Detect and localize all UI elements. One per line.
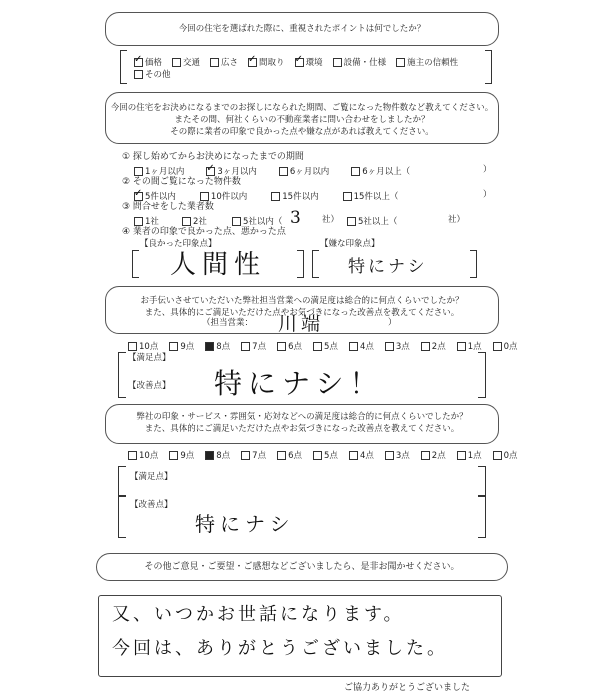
checkbox[interactable] bbox=[134, 217, 143, 226]
q4-score[interactable]: 4点 bbox=[349, 449, 374, 461]
q2-banner bbox=[105, 92, 499, 144]
q4-improve-bracket-left bbox=[118, 496, 126, 538]
q4-score[interactable]: 3点 bbox=[385, 449, 410, 461]
checkbox[interactable] bbox=[457, 451, 466, 460]
checkbox[interactable] bbox=[385, 451, 394, 460]
q2-sub1-label: ① 探し始めてからお決めになったまでの期間 bbox=[122, 152, 304, 162]
q3-score[interactable]: 0点 bbox=[493, 340, 518, 352]
q2-sub3-count-handwritten: 3 bbox=[290, 208, 301, 228]
q2-sub2-label: ② その間ご覧になった物件数 bbox=[122, 177, 241, 187]
q2-sub3-options bbox=[134, 215, 290, 227]
q1-option[interactable]: ✓ 価格 bbox=[134, 56, 162, 68]
q1-option[interactable]: ✓ 環境 bbox=[295, 56, 323, 68]
checkbox[interactable] bbox=[313, 451, 322, 460]
q4-score[interactable]: 10点 bbox=[128, 449, 158, 461]
checkbox[interactable] bbox=[134, 70, 143, 79]
checkbox[interactable] bbox=[493, 451, 502, 460]
q2-sub1-close: ） bbox=[483, 165, 492, 175]
q2-sub3-label: ③ 問合せをした業者数 bbox=[122, 202, 214, 212]
checkbox[interactable] bbox=[200, 192, 209, 201]
checkbox[interactable] bbox=[421, 342, 430, 351]
q3-satisfied-label: 【満足点】 bbox=[128, 353, 171, 363]
q5-handwritten-line1: 又、いつかお世話になります。 bbox=[112, 604, 405, 625]
q3-score[interactable]: 9点 bbox=[169, 340, 194, 352]
q2-sub3-option4-row bbox=[347, 215, 397, 227]
q3-improve-handwritten: 特にナシ！ bbox=[214, 367, 384, 400]
checkbox[interactable] bbox=[351, 167, 360, 176]
checkbox[interactable] bbox=[349, 342, 358, 351]
checkbox[interactable] bbox=[347, 217, 356, 226]
q3-score[interactable]: 1点 bbox=[457, 340, 482, 352]
q5-handwritten-line2: 今回は、ありがとうございました。 bbox=[112, 638, 448, 659]
q2-sub3-option[interactable]: 5社以内（ bbox=[232, 215, 290, 227]
checkbox[interactable] bbox=[210, 58, 219, 67]
q2-sub2-close: ） bbox=[483, 190, 492, 200]
q3-line1: お手伝いさせていただいた弊社担当営業への満足度は総合的に何点くらいでしたか？ bbox=[140, 296, 464, 306]
q2-bad-bracket-right bbox=[470, 250, 477, 278]
checkbox[interactable] bbox=[134, 167, 143, 176]
q2-sub3-sha1: 社） bbox=[322, 215, 340, 225]
q2-bad-bracket-left bbox=[312, 250, 319, 278]
q4-improve-bracket-right bbox=[478, 496, 486, 538]
q3-score[interactable]: 8点 bbox=[205, 340, 230, 352]
checkbox[interactable] bbox=[241, 451, 250, 460]
checkbox[interactable] bbox=[128, 451, 137, 460]
checkbox[interactable] bbox=[396, 58, 405, 67]
checkbox-filled[interactable] bbox=[205, 342, 214, 351]
q1-option[interactable]: 広さ bbox=[210, 56, 238, 68]
q2-line3: その際に業者の印象で良かった点や嫌な点があれば教えてください。 bbox=[170, 127, 434, 137]
q2-sub4-label: ④ 業者の印象で良かった点、悪かった点 bbox=[122, 227, 286, 237]
q4-score[interactable]: 5点 bbox=[313, 449, 338, 461]
q3-score[interactable]: 4点 bbox=[349, 340, 374, 352]
q2-sub2-options bbox=[134, 190, 398, 202]
checkbox[interactable] bbox=[313, 342, 322, 351]
checkbox-checked[interactable] bbox=[248, 58, 257, 67]
q2-sub2-option[interactable]: ✓ 5件以内 bbox=[134, 190, 176, 202]
q2-sub3-option[interactable]: 5社以上（ bbox=[347, 215, 397, 227]
q2-sub1-options bbox=[134, 165, 410, 177]
q2-sub1-option[interactable]: 6ヶ月以上（ bbox=[351, 165, 410, 177]
checkbox[interactable] bbox=[277, 451, 286, 460]
q4-score[interactable]: 7点 bbox=[241, 449, 266, 461]
q2-line2: またその間、何社くらいの不動産業者に問い合わせをしましたか？ bbox=[174, 115, 430, 125]
footer-thanks: ご協力ありがとうございました bbox=[344, 683, 471, 693]
q2-sub3-option[interactable]: 1社 bbox=[134, 215, 182, 227]
q4-score[interactable]: 8点 bbox=[205, 449, 230, 461]
q5-banner bbox=[96, 553, 508, 581]
checkbox-checked[interactable] bbox=[206, 167, 215, 176]
q2-good-handwritten: 人間性 bbox=[170, 250, 267, 280]
checkbox[interactable] bbox=[128, 342, 137, 351]
q4-score[interactable]: 2点 bbox=[421, 449, 446, 461]
q4-satisfied-bracket-right bbox=[478, 466, 486, 496]
checkbox[interactable] bbox=[349, 451, 358, 460]
q1-option[interactable]: その他 bbox=[134, 68, 171, 80]
q2-good-bracket-right bbox=[297, 250, 304, 278]
q1-option[interactable]: 交通 bbox=[172, 56, 200, 68]
checkbox-checked[interactable] bbox=[295, 58, 304, 67]
q4-score[interactable]: 0点 bbox=[493, 449, 518, 461]
q3-score[interactable]: 3点 bbox=[385, 340, 410, 352]
q4-improve-label: 【改善点】 bbox=[130, 500, 173, 510]
q4-banner bbox=[105, 404, 499, 444]
q2-good-bracket-left bbox=[132, 250, 139, 278]
q4-scores bbox=[128, 449, 518, 461]
q2-sub2-option[interactable]: 15件以上（ bbox=[343, 190, 399, 202]
q2-line1: 今回の住宅をお決めになるまでのお探しになられた期間、ご覧になった物件数など教えてください。 bbox=[110, 103, 494, 113]
checkbox[interactable] bbox=[271, 192, 280, 201]
q3-score[interactable]: 2点 bbox=[421, 340, 446, 352]
q2-bad-label: 【嫌な印象点】 bbox=[320, 239, 380, 249]
q3-answer-bracket-right bbox=[478, 352, 486, 398]
checkbox[interactable] bbox=[277, 342, 286, 351]
q1-banner bbox=[105, 12, 499, 46]
checkbox[interactable] bbox=[493, 342, 502, 351]
checkbox[interactable] bbox=[279, 167, 288, 176]
q1-question: 今回の住宅を選ばれた際に、重視されたポイントは何でしたか？ bbox=[178, 24, 426, 34]
checkbox[interactable] bbox=[333, 58, 342, 67]
checkbox[interactable] bbox=[169, 451, 178, 460]
q3-improve-label-visible: 【改善点】 bbox=[128, 381, 171, 391]
q2-good-label: 【良かった印象点】 bbox=[140, 239, 217, 249]
q2-sub1-option[interactable]: 6ヶ月以内 bbox=[279, 165, 329, 177]
q3-staff-handwritten: 川端 bbox=[278, 313, 325, 335]
checkbox[interactable] bbox=[169, 342, 178, 351]
q1-option[interactable]: ✓ 間取り bbox=[248, 56, 285, 68]
q4-line2: また、具体的にご満足いただけた点やお気づきになった改善点を教えてください。 bbox=[144, 424, 460, 434]
q1-option[interactable]: 施主の信頼性 bbox=[396, 56, 458, 68]
q3-score[interactable]: 6点 bbox=[277, 340, 302, 352]
q4-satisfied-label: 【満足点】 bbox=[130, 472, 173, 482]
checkbox[interactable] bbox=[457, 342, 466, 351]
checkbox[interactable] bbox=[343, 192, 352, 201]
q4-line1: 弊社の印象・サービス・雰囲気・応対などへの満足度は総合的に何点くらいでしたか？ bbox=[136, 412, 468, 422]
q3-score[interactable]: 5点 bbox=[313, 340, 338, 352]
checkbox[interactable] bbox=[232, 217, 241, 226]
q1-options-row1 bbox=[134, 56, 458, 68]
checkbox[interactable] bbox=[172, 58, 181, 67]
q2-sub2-option[interactable]: 10件以内 bbox=[200, 190, 247, 202]
q1-option[interactable]: 設備・仕様 bbox=[333, 56, 387, 68]
q4-score[interactable]: 6点 bbox=[277, 449, 302, 461]
checkbox[interactable] bbox=[385, 342, 394, 351]
checkbox-checked[interactable] bbox=[134, 58, 143, 67]
q5-question: その他ご意見・ご要望・ご感想などございましたら、是非お聞かせください。 bbox=[144, 562, 460, 572]
q4-improve-handwritten: 特にナシ bbox=[195, 512, 295, 536]
q3-line2: また、具体的にご満足いただけた点やお気づきになった改善点を教えてください。 bbox=[144, 308, 460, 318]
q1-options-row2 bbox=[134, 68, 171, 80]
q3-answer-bracket-left bbox=[118, 352, 126, 398]
checkbox[interactable] bbox=[241, 342, 250, 351]
q3-score[interactable]: 10点 bbox=[128, 340, 158, 352]
checkbox[interactable] bbox=[182, 217, 191, 226]
q2-sub3-option[interactable]: 2社 bbox=[182, 215, 232, 227]
q2-sub1-option[interactable]: ✓ 3ヶ月以内 bbox=[206, 165, 256, 177]
checkbox[interactable] bbox=[421, 451, 430, 460]
q3-score[interactable]: 7点 bbox=[241, 340, 266, 352]
q4-score[interactable]: 9点 bbox=[169, 449, 194, 461]
q4-score[interactable]: 1点 bbox=[457, 449, 482, 461]
q2-bad-handwritten: 特にナシ bbox=[348, 257, 428, 277]
q4-satisfied-bracket-left bbox=[118, 466, 126, 496]
q2-sub3-sha2: 社） bbox=[448, 215, 466, 225]
q2-sub2-option[interactable]: 15件以内 bbox=[271, 190, 318, 202]
q3-scores bbox=[128, 340, 518, 352]
q3-staff-close: ） bbox=[388, 318, 397, 328]
q2-sub1-option[interactable]: 1ヶ月以内 bbox=[134, 165, 184, 177]
checkbox-filled[interactable] bbox=[205, 451, 214, 460]
q3-staff-label: （担当営業： bbox=[202, 318, 254, 328]
checkbox-checked[interactable] bbox=[134, 192, 143, 201]
